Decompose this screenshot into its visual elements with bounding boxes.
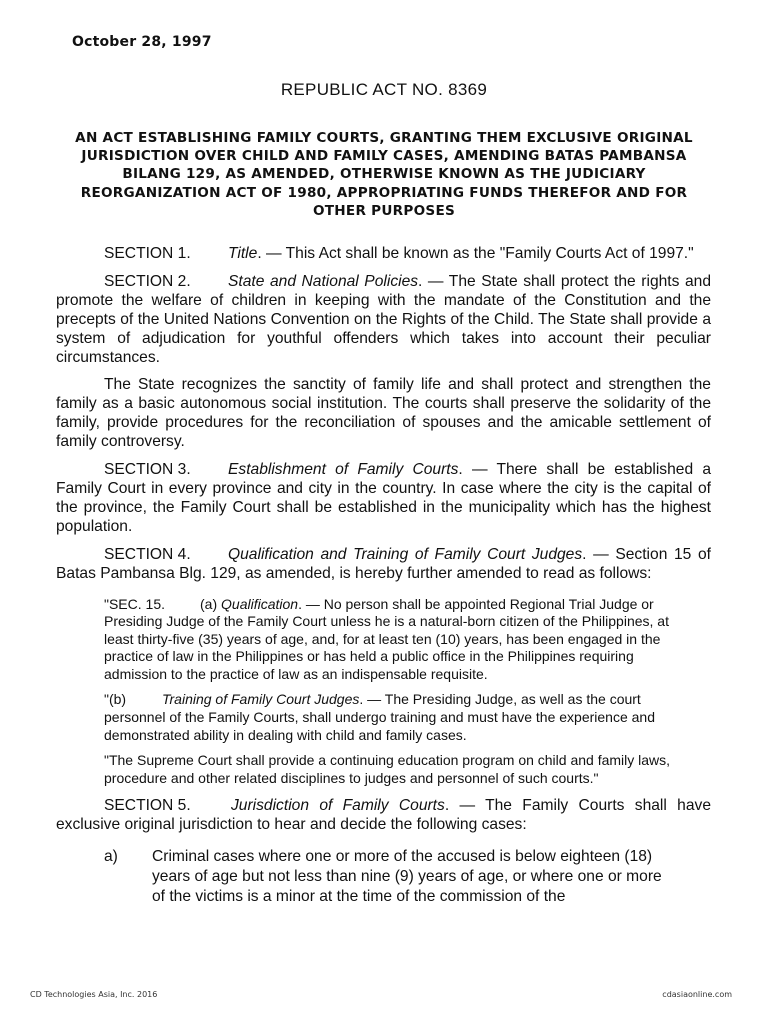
- section-title: Jurisdiction of Family Courts: [231, 797, 445, 815]
- section-text: . — This Act shall be known as the "Family Courts Act of 1997.": [257, 245, 694, 262]
- section-number: SECTION 2.: [104, 272, 191, 290]
- act-title: REPUBLIC ACT NO. 8369: [280, 80, 488, 99]
- quote-item-text: . — No person shall be appointed Regional Trial Judge or Presiding Judge of the Family Court unless he is a natural-born citizen of the Philippines, at least thirty-five (35) years of age, and, for at least ten (10) years, has been engaged in the practice of law in the Philippines or has held a public office in the Philippines requiring admission to the practice of law as an indispensable requisite.: [104, 595, 669, 682]
- footer-publisher: CD Technologies Asia, Inc. 2016: [30, 990, 158, 999]
- quote-paragraph-a: [104, 596, 675, 684]
- quote-paragraph-b: [104, 691, 675, 744]
- amended-section-quote: [104, 596, 675, 788]
- section-text: . — Section 15 of Batas Pambansa Blg. 129, as amended, is hereby further amended to read as follows:: [56, 545, 711, 582]
- section-4: [56, 546, 711, 584]
- act-heading: AN ACT ESTABLISHING FAMILY COURTS, GRANTING THEM EXCLUSIVE ORIGINAL JURISDICTION OVER CHILD AND FAMILY CASES, AMENDING BATAS PAMBANSA BILANG 129, AS AMENDED, OTHERWISE KNOWN AS THE JUDICIARY REORGANIZATION ACT OF 1980, APPROPRIATING FUNDS THEREFOR AND FOR OTHER PURPOSES: [75, 130, 693, 219]
- quote-item-text: . — The Presiding Judge, as well as the court personnel of the Family Courts, shall undergo training and must have the experience and demonstrated ability in dealing with child and family cases.: [104, 691, 655, 743]
- list-item-text: Criminal cases where one or more of the accused is below eighteen (18) years of age but not less than nine (9) years of age, or where one or more of the victims is a minor at the time of the commission of the: [152, 848, 662, 906]
- section-2: [56, 273, 711, 368]
- section-title: Title: [228, 245, 258, 262]
- quote-item-title: Training of Family Court Judges: [162, 691, 360, 708]
- section-title: Qualification and Training of Family Court Judges: [228, 545, 583, 563]
- quote-item-label: (a): [200, 595, 218, 612]
- quote-section-number: "SEC. 15.: [104, 595, 165, 612]
- section-5: [56, 797, 711, 835]
- section-title: Establishment of Family Courts: [228, 461, 459, 479]
- section-number: SECTION 4.: [104, 545, 191, 563]
- document-body: [56, 245, 711, 907]
- list-item-label: a): [104, 848, 118, 866]
- section-2-paragraph-2: The State recognizes the sanctity of family life and shall protect and strengthen the family as a basic autonomous social institution. The courts shall preserve the solidarity of the family, provide procedures for the reconciliation of spouses and the amicable settlement of family controversy.: [56, 376, 711, 451]
- quote-item-title: Qualification: [221, 595, 299, 612]
- section-title: State and National Policies: [228, 272, 419, 290]
- section-text: . — The Family Courts shall have exclusive original jurisdiction to hear and decide the following cases:: [56, 797, 711, 834]
- footer-website: cdasiaonline.com: [662, 990, 732, 999]
- list-item: [104, 847, 675, 907]
- section-text: . — The State shall protect the rights and promote the welfare of children in keeping with the mandate of the Constitution and the precepts of the United Nations Convention on the Rights of the Child. The State shall provide a system of adjudication for youthful offenders which takes into account their peculiar circumstances.: [56, 272, 711, 366]
- document-date: October 28, 1997: [72, 34, 212, 50]
- section-3: [56, 461, 711, 537]
- section-text: . — There shall be established a Family Court in every province and city in the country. In case where the city is the capital of the province, the Family Court shall be established in the municipality which has the highest population.: [56, 461, 711, 535]
- quote-item-label: "(b): [104, 691, 127, 708]
- section-number: SECTION 1.: [104, 245, 191, 262]
- section-number: SECTION 3.: [104, 461, 191, 479]
- quote-paragraph-c: "The Supreme Court shall provide a continuing education program on child and family laws, procedure and other related disciplines to judges and personnel of such courts.": [104, 752, 671, 786]
- section-number: SECTION 5.: [104, 797, 191, 815]
- section-1: [56, 245, 711, 264]
